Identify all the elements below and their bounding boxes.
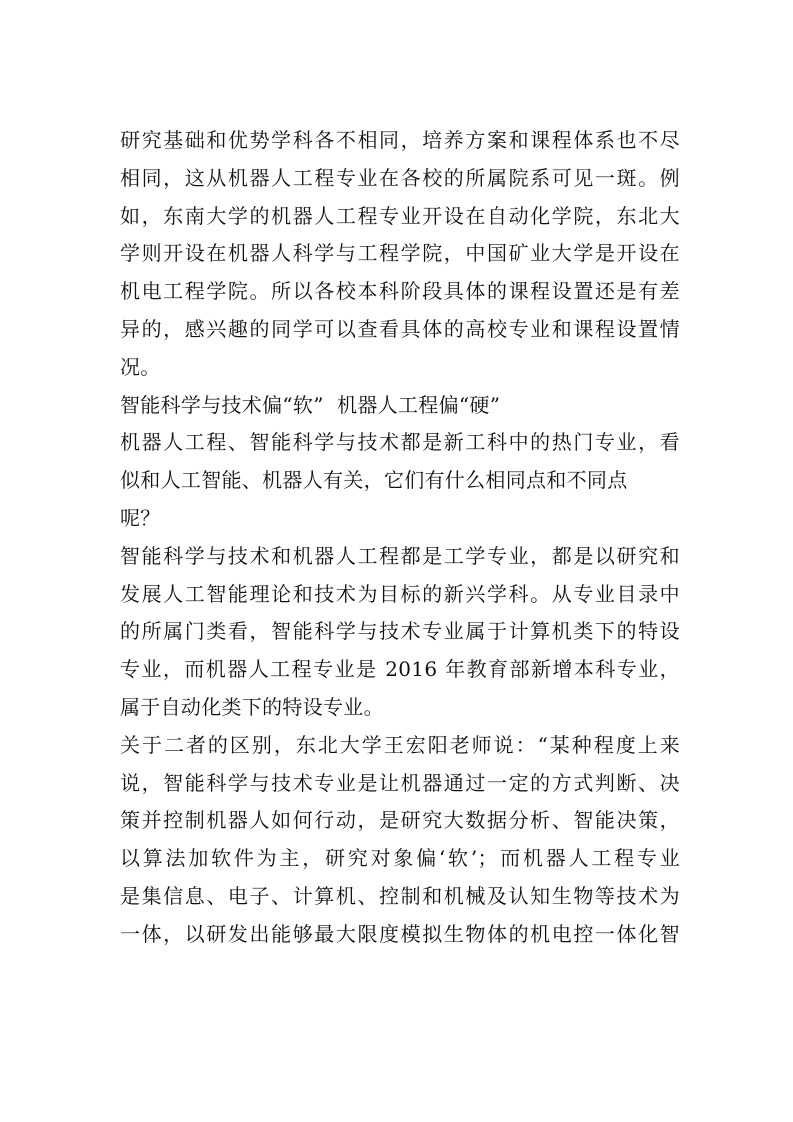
text-line: 策并控制机器人如何行动，是研究大数据分析、智能决策， (120, 808, 680, 833)
text-line: 智能科学与技术和机器人工程都是工学专业，都是以研究和 (120, 543, 680, 568)
text-line: 说，智能科学与技术专业是让机器通过一定的方式判断、决 (120, 770, 680, 795)
text-line: 专业，而机器人工程专业是 2016 年教育部新增本科专业， (120, 657, 680, 682)
text-line: 属于自动化类下的特设专业。 (120, 694, 384, 719)
text-line: 机器人工程、智能科学与技术都是新工科中的热门专业，看 (120, 430, 680, 455)
text-line: 发展人工智能理论和技术为目标的新兴学科。从专业目录中 (120, 581, 680, 606)
text-line: 呢？ (120, 505, 161, 530)
section-heading: 智能科学与技术偏“软” 机器人工程偏“硬” (120, 392, 501, 417)
text-line: 以算法加软件为主，研究对象偏‘软’；而机器人工程专业 (120, 846, 680, 871)
text-line: 如，东南大学的机器人工程专业开设在自动化学院，东北大 (120, 203, 680, 228)
text-line: 的所属门类看，智能科学与技术专业属于计算机类下的特设 (120, 619, 680, 644)
text-line: 相同，这从机器人工程专业在各校的所属院系可见一斑。例 (120, 165, 680, 190)
text-line: 关于二者的区别，东北大学王宏阳老师说：“某种程度上来 (120, 732, 680, 757)
text-line: 似和人工智能、机器人有关，它们有什么相同点和不同点 (120, 468, 628, 493)
text-line: 研究基础和优势学科各不相同，培养方案和课程体系也不尽 (120, 128, 680, 152)
body-text (120, 122, 680, 954)
text-line: 机电工程学院。所以各校本科阶段具体的课程设置还是有差 (120, 279, 680, 304)
text-line: 异的，感兴趣的同学可以查看具体的高校专业和课程设置情 (120, 316, 680, 341)
text-line: 况。 (120, 354, 161, 379)
text-line: 一体，以研发出能够最大限度模拟生物体的机电控一体化智 (120, 921, 680, 946)
text-line: 学则开设在机器人科学与工程学院，中国矿业大学是开设在 (120, 241, 680, 266)
text-line: 是集信息、电子、计算机、控制和机械及认知生物等技术为 (120, 883, 680, 908)
